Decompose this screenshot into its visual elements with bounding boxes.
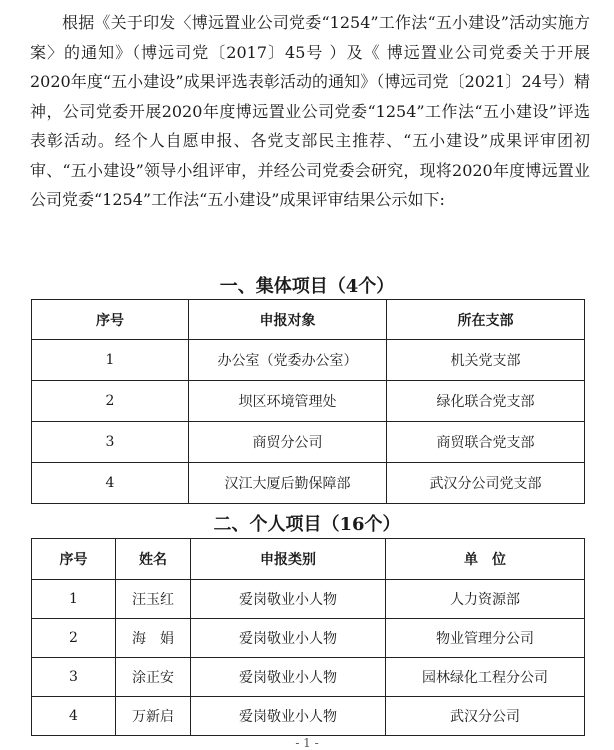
table-cell: 爱岗敬业小人物 (191, 658, 386, 697)
table-cell: 万新启 (116, 697, 191, 736)
table-cell: 1 (32, 580, 116, 619)
table-cell: 物业管理分公司 (386, 619, 585, 658)
table-cell: 汪玉红 (116, 580, 191, 619)
table-cell: 3 (32, 422, 189, 463)
table-row (32, 619, 585, 658)
table-cell: 2 (32, 619, 116, 658)
table-cell: 商贸分公司 (189, 422, 387, 463)
table-cell: 海 娟 (116, 619, 191, 658)
table-cell: 1 (32, 340, 189, 381)
column-header: 序号 (32, 300, 189, 340)
individual-section-title: 二、个人项目（16个） (213, 514, 401, 535)
table-cell: 爱岗敬业小人物 (191, 697, 386, 736)
table-cell: 商贸联合党支部 (387, 422, 585, 463)
table-cell: 办公室（党委办公室） (189, 340, 387, 381)
column-header: 单 位 (386, 539, 585, 580)
table-cell: 4 (32, 463, 189, 504)
table-row (32, 697, 585, 736)
table-cell: 4 (32, 697, 116, 736)
table-cell: 机关党支部 (387, 340, 585, 381)
table-row (32, 340, 585, 381)
column-header: 申报类别 (191, 539, 386, 580)
table-cell: 坝区环境管理处 (189, 381, 387, 422)
table-cell: 绿化联合党支部 (387, 381, 585, 422)
table-row (32, 381, 585, 422)
collective-table (31, 299, 585, 504)
table-row (32, 580, 585, 619)
table-cell: 人力资源部 (386, 580, 585, 619)
table-cell: 2 (32, 381, 189, 422)
table-header-row (32, 300, 585, 340)
collective-section-title: 一、集体项目（4个） (219, 276, 395, 297)
column-header: 申报对象 (189, 300, 387, 340)
column-header: 序号 (32, 539, 116, 580)
table-cell: 爱岗敬业小人物 (191, 580, 386, 619)
table-row (32, 463, 585, 504)
column-header: 所在支部 (387, 300, 585, 340)
individual-table (31, 538, 585, 736)
table-cell: 武汉分公司党支部 (387, 463, 585, 504)
table-cell: 爱岗敬业小人物 (191, 619, 386, 658)
page-number: - 1 - (295, 736, 319, 750)
table-cell: 武汉分公司 (386, 697, 585, 736)
table-row (32, 658, 585, 697)
table-cell: 3 (32, 658, 116, 697)
column-header: 姓名 (116, 539, 191, 580)
intro-paragraph: 根据《关于印发〈博远置业公司党委“1254”工作法“五小建设”活动实施方案〉的通知》（博远司党〔2017〕45号 ）及《 博远置业公司党委关于开展2020年度“五小建设”成果评选表彰活动的通知》（博远司党〔2021〕24号）精神，公司党委开展2020年度博远置业公司党委“1254”工作法“五小建设”评选表彰活动。经个人自愿申报、各党支部民主推荐、“五小建设”成果评审团初审、“五小建设”领导小组评审，并经公司党委会研究，现将2020年度博远置业公司党委“1254”工作法“五小建设”成果评审结果公示如下: (30, 13, 590, 209)
table-row (32, 422, 585, 463)
table-cell: 涂正安 (116, 658, 191, 697)
table-header-row (32, 539, 585, 580)
table-cell: 汉江大厦后勤保障部 (189, 463, 387, 504)
table-cell: 园林绿化工程分公司 (386, 658, 585, 697)
